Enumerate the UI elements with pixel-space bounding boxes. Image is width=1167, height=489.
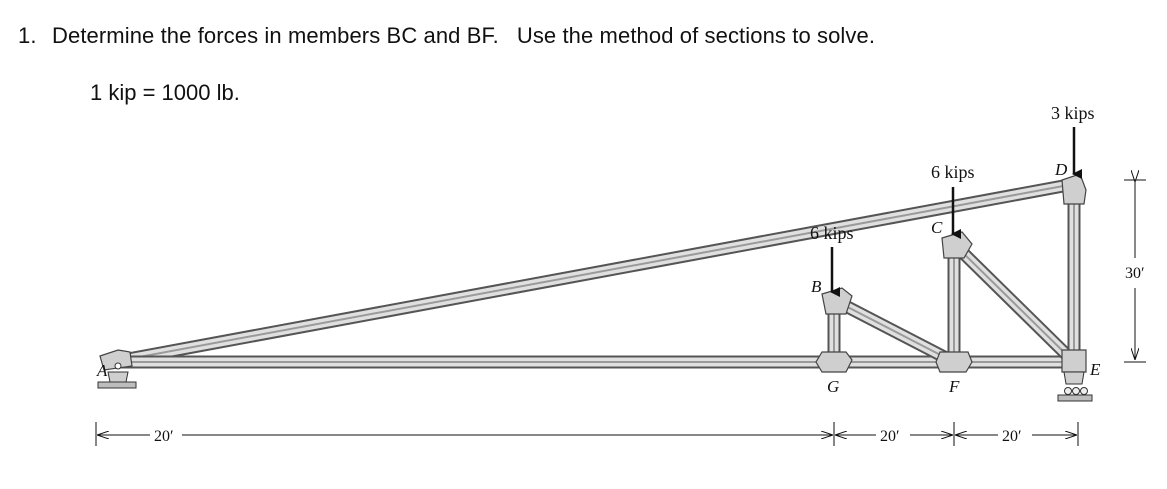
dim-height-label: 30′ — [1125, 265, 1145, 282]
problem-instruction: Use the method of sections to solve. — [516, 23, 876, 48]
dim-label-span-2: 20′ — [880, 428, 900, 445]
joint-label-F: F — [949, 377, 960, 396]
joint-label-G: G — [827, 377, 840, 396]
problem-number: 1. — [18, 23, 37, 48]
load-label-D: 3 kips — [1051, 103, 1095, 123]
dim-label-span-1: 20′ — [154, 428, 174, 445]
load-label-C: 6 kips — [931, 162, 975, 182]
joint-label-B: B — [811, 277, 822, 296]
load-label-B: 6 kips — [810, 223, 854, 243]
problem-question: Determine the forces in members BC and BF. — [52, 23, 499, 48]
joint-label-C: C — [931, 218, 943, 237]
dim-label-span-3: 20′ — [1002, 428, 1022, 445]
joint-label-E: E — [1090, 360, 1101, 379]
joint-label-D: D — [1055, 160, 1068, 179]
joint-label-A: A — [97, 361, 108, 380]
unit-conversion-note: 1 kip = 1000 lb. — [90, 80, 240, 105]
